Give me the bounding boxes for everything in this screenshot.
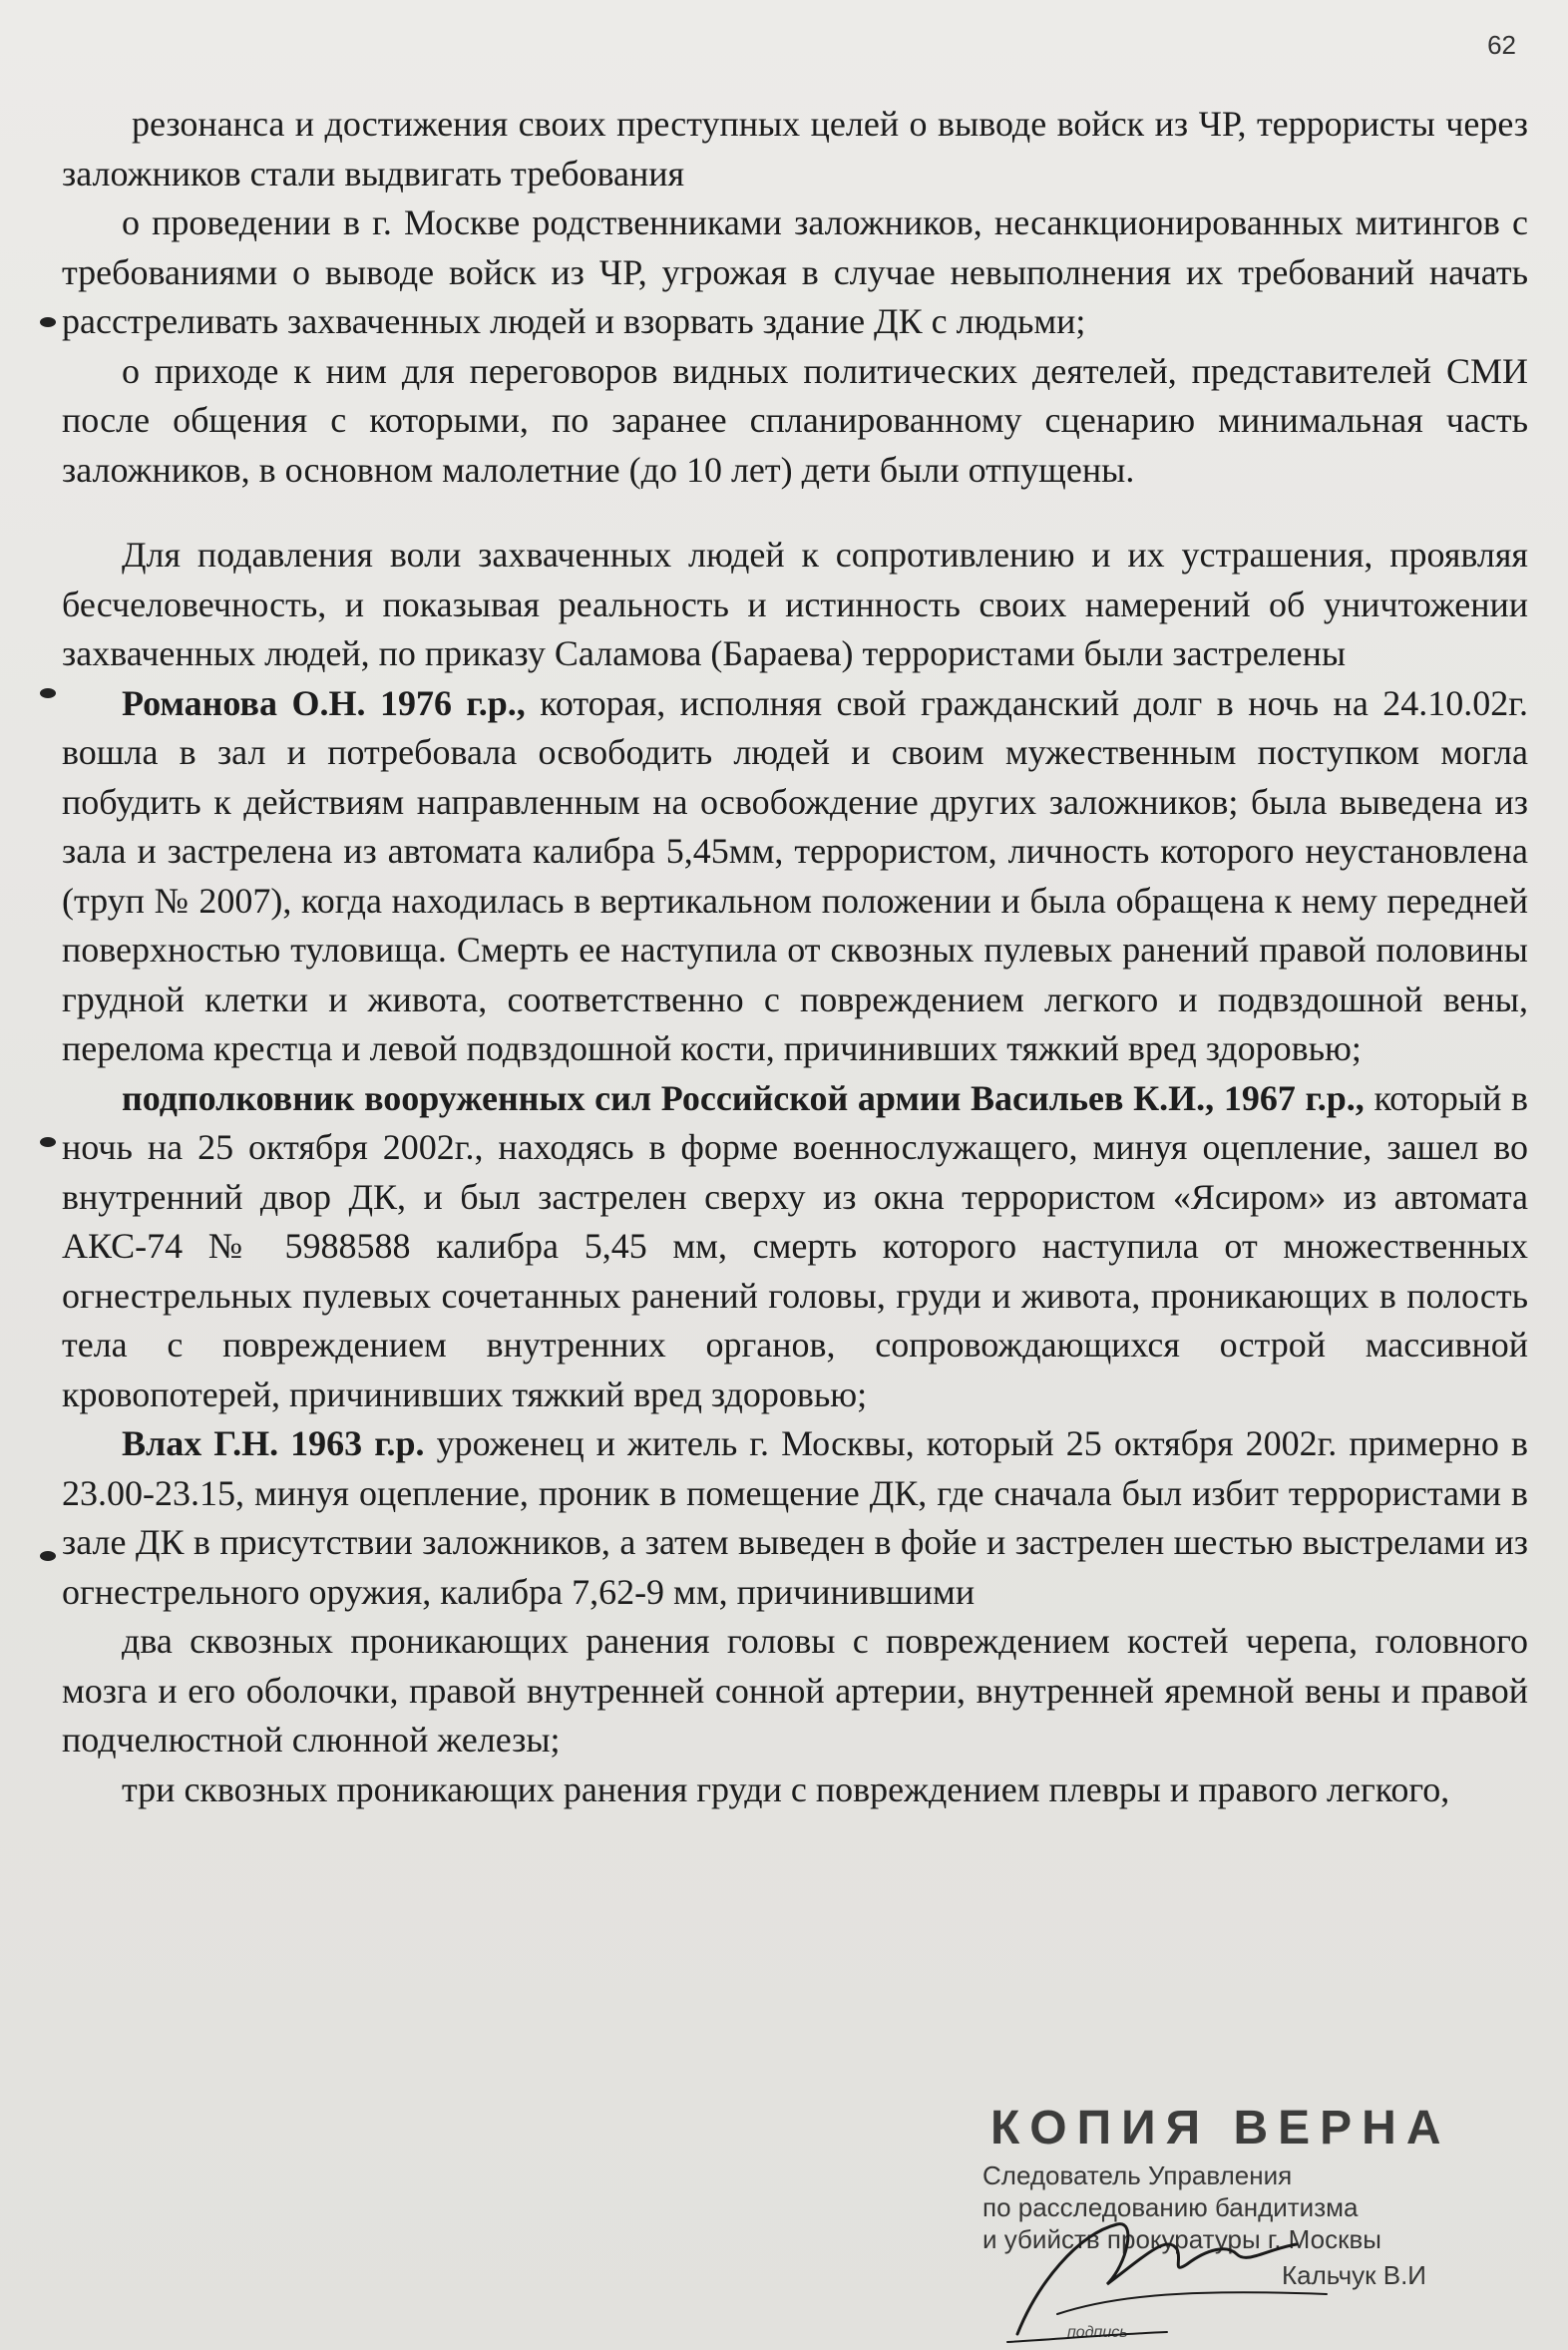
margin-mark <box>40 688 56 698</box>
wound-list-item: три сквозных проникающих ранения груди с повреждением плевры и правого легкого, <box>122 1768 1450 1809</box>
victim-name: подполковник вооруженных сил Российской армии Васильев К.И., 1967 г.р., <box>122 1077 1365 1118</box>
margin-mark <box>40 1137 56 1147</box>
victim-vlakh <box>62 1419 1528 1617</box>
stamp-line: и убийств прокуратуры г. Москвы <box>982 2224 1381 2254</box>
stamp-investigator-name: Кальчук В.И <box>1282 2260 1426 2290</box>
stamp-line: по расследованию бандитизма <box>982 2192 1359 2222</box>
victim-name: Романова О.Н. 1976 г.р., <box>122 682 526 723</box>
victim-text: уроженец и житель г. Москвы, который 25 октября 2002г. примерно в 23.00-23.15, минуя оцепление, проник в помещение ДК, где сначала был избит террористами в зале ДК в присутствии заложников, а затем выведен в фойе и застрелен шестью выстрелами из огнестрельного оружия, калибра 7,62-9 мм, причинившими <box>62 1423 1528 1612</box>
victim-text: которая, исполняя свой гражданский долг в ночь на 24.10.02г. вошла в зал и потребовала освободить людей и своим мужественным поступком могла побудить к действиям направленным на освобождение других заложников; была выведена из зала и застрелена из автомата калибра 5,45мм, террористом, личность которого неустановлена (труп № 2007), когда находилась в вертикальном положении и была обращена к нему передней поверхностью туловища. Смерть ее наступила от сквозных пулевых ранений правой половины грудной клетки и живота, соответственно с повреждением легкого и подвздошной вены, перелома крестца и левой подвздошной кости, причинивших тяжкий вред здоровью; <box>62 682 1528 1068</box>
paragraph-demand-2: о приходе к ним для переговоров видных политических деятелей, представителей СМИ после общения с которыми, по заранее спланированному сценарию минимальная часть заложников, в основном малолетние (до 10 лет) дети были отпущены. <box>62 350 1528 490</box>
wound-list-item: два сквозных проникающих ранения головы с повреждением костей черепа, головного мозга и его оболочки, правой внутренней сонной артерии, внутренней яремной вены и правой подчелюстной слюнной железы; <box>62 1621 1528 1760</box>
paragraph-intimidation: Для подавления воли захваченных людей к сопротивлению и их устрашения, проявляя бесчеловечность, и показывая реальность и истинность своих намерений об уничтожении захваченных людей, по приказу Саламова (Бараева) террористами были застрелены <box>62 535 1528 673</box>
stamp-line: Следователь Управления <box>982 2160 1293 2190</box>
paragraph-1: резонанса и достижения своих преступных целей о выводе войск из ЧР, террористы через заложников стали выдвигать требования <box>62 104 1528 194</box>
victim-text: который в ночь на 25 октября 2002г., находясь в форме военнослужащего, минуя оцепление, зашел во внутренний двор ДК, и был застрелен сверху из окна террористом «Ясиром» из автомата АКС-74 № 5988588 калибра 5,45 мм, смерть которого наступила от множественных огнестрельных пулевых сочетанных ранений головы, груди и живота, проникающих в полость тела с повреждением внутренних органов, сопровождающихся острой массивной кровопотерей, причинивших тяжкий вред здоровью; <box>62 1077 1528 1414</box>
margin-mark <box>40 1551 56 1561</box>
stamp-signature-label: подпись <box>1067 2324 1128 2341</box>
victim-name: Влах Г.Н. 1963 г.р. <box>122 1423 425 1463</box>
document-body <box>62 100 1528 1814</box>
victim-romanova <box>62 679 1528 1074</box>
victim-vasiliev <box>62 1074 1528 1420</box>
page-number: 62 <box>1487 30 1516 60</box>
margin-mark <box>40 317 56 327</box>
paragraph-demand-1: о проведении в г. Москве родственниками заложников, несанкционированных митингов с требованиями о выводе войск из ЧР, угрожая в случае невыполнения их требований начать расстреливать захваченных людей и взорвать здание ДК с людьми; <box>62 202 1528 341</box>
stamp-title: КОПИЯ ВЕРНА <box>990 2102 1451 2154</box>
